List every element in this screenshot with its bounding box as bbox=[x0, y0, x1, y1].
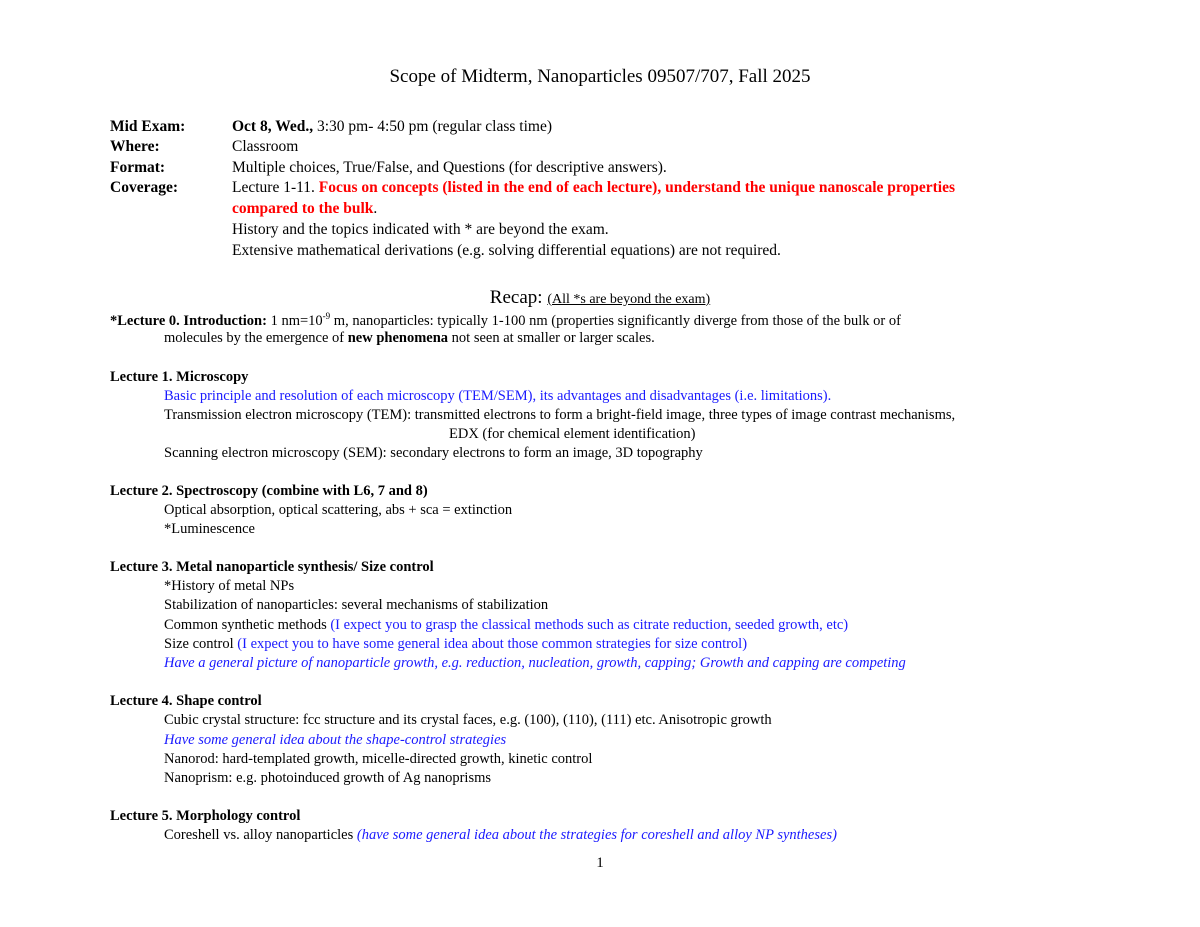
lecture5-line1-a: Coreshell vs. alloy nanoparticles bbox=[164, 827, 357, 843]
mid-exam-label: Mid Exam: bbox=[110, 118, 186, 135]
lecture0-line2-a: molecules by the emergence of bbox=[164, 330, 348, 346]
where-label: Where: bbox=[110, 138, 160, 155]
lecture4-line-1: Cubic crystal structure: fcc structure and its crystal faces, e.g. (100), (110), (111) etc. Anisotropic growth bbox=[164, 712, 772, 728]
lecture1-line-3: EDX (for chemical element identification) bbox=[449, 426, 696, 442]
format-value: Multiple choices, True/False, and Questions (for descriptive answers). bbox=[232, 159, 667, 176]
mid-exam-date: Oct 8, Wed., bbox=[232, 118, 314, 135]
lecture0-text-b: m, nanoparticles: typically 1-100 nm (properties significantly diverge from those of the bulk or of bbox=[330, 312, 901, 329]
lecture4-line-4: Nanoprism: e.g. photoinduced growth of Ag nanoprisms bbox=[164, 770, 492, 786]
recap-title: Recap: bbox=[489, 287, 548, 308]
lecture0-line-1 bbox=[110, 311, 901, 330]
lecture0-title: *Lecture 0. Introduction: bbox=[110, 312, 267, 329]
coverage-label: Coverage: bbox=[110, 179, 178, 196]
lecture3-line-1: *History of metal NPs bbox=[164, 578, 295, 594]
coverage-line-1 bbox=[232, 178, 1092, 199]
lecture1-title: Lecture 1. Microscopy bbox=[110, 369, 249, 385]
coverage-focus-1: Focus on concepts (listed in the end of each lecture), understand the unique nanoscale properties bbox=[318, 179, 956, 196]
lecture0-line-2 bbox=[164, 330, 655, 347]
lecture1-line-2: Transmission electron microscopy (TEM): transmitted electrons to form a bright-field image, three types of image contrast mechanisms, bbox=[164, 407, 956, 423]
lecture0-exponent: -9 bbox=[322, 311, 331, 321]
lecture2-line-2: *Luminescence bbox=[164, 521, 255, 537]
coverage-note-1: History and the topics indicated with * are beyond the exam. bbox=[232, 221, 609, 238]
where-value: Classroom bbox=[232, 138, 299, 155]
lecture0-text-a: 1 nm=10 bbox=[266, 312, 323, 329]
lecture5-line-1 bbox=[164, 827, 837, 844]
lecture2-title: Lecture 2. Spectroscopy (combine with L6, 7 and 8) bbox=[110, 483, 428, 499]
lecture3-title: Lecture 3. Metal nanoparticle synthesis/ Size control bbox=[110, 559, 434, 575]
coverage-line-2 bbox=[232, 199, 1092, 220]
coverage-focus-2: compared to the bulk bbox=[232, 200, 374, 217]
coverage-lead: Lecture 1-11. bbox=[232, 179, 319, 196]
coverage-note-2: Extensive mathematical derivations (e.g. solving differential equations) are not required. bbox=[232, 242, 781, 259]
lecture2-line-1: Optical absorption, optical scattering, abs + sca = extinction bbox=[164, 502, 513, 518]
recap-heading bbox=[0, 287, 1200, 309]
lecture5-line1-b: (have some general idea about the strategies for coreshell and alloy NP syntheses) bbox=[356, 827, 837, 843]
lecture5-title: Lecture 5. Morphology control bbox=[110, 808, 301, 824]
lecture3-line3-b: (I expect you to grasp the classical methods such as citrate reduction, seeded growth, etc) bbox=[330, 617, 849, 633]
lecture4-line-2: Have some general idea about the shape-control strategies bbox=[164, 732, 507, 748]
page-number: 1 bbox=[596, 855, 604, 871]
lecture3-line4-b: (I expect you to have some general idea about those common strategies for size control) bbox=[237, 636, 748, 652]
lecture3-line4-a: Size control bbox=[164, 636, 238, 652]
lecture3-line-5: Have a general picture of nanoparticle growth, e.g. reduction, nucleation, growth, capping; Growth and capping are competing bbox=[164, 655, 906, 671]
recap-note: (All *s are beyond the exam) bbox=[547, 292, 711, 307]
coverage-period: . bbox=[373, 200, 378, 217]
page-title: Scope of Midterm, Nanoparticles 09507/707, Fall 2025 bbox=[389, 66, 811, 87]
lecture1-line-4: Scanning electron microscopy (SEM): secondary electrons to form an image, 3D topography bbox=[164, 445, 703, 461]
lecture3-line-4 bbox=[164, 636, 747, 653]
lecture3-line-3 bbox=[164, 617, 848, 634]
lecture0-line2-b: not seen at smaller or larger scales. bbox=[448, 330, 655, 346]
lecture4-title: Lecture 4. Shape control bbox=[110, 693, 262, 709]
mid-exam-time: 3:30 pm- 4:50 pm (regular class time) bbox=[313, 118, 552, 135]
mid-exam-value bbox=[232, 117, 1092, 138]
lecture4-line-3: Nanorod: hard-templated growth, micelle-directed growth, kinetic control bbox=[164, 751, 593, 767]
lecture3-line-2: Stabilization of nanoparticles: several mechanisms of stabilization bbox=[164, 597, 549, 613]
lecture3-line3-a: Common synthetic methods bbox=[164, 617, 331, 633]
lecture1-line-1: Basic principle and resolution of each microscopy (TEM/SEM), its advantages and disadvantages (i.e. limitations). bbox=[164, 388, 832, 404]
lecture0-line2-bold: new phenomena bbox=[347, 330, 449, 346]
format-label: Format: bbox=[110, 159, 166, 176]
